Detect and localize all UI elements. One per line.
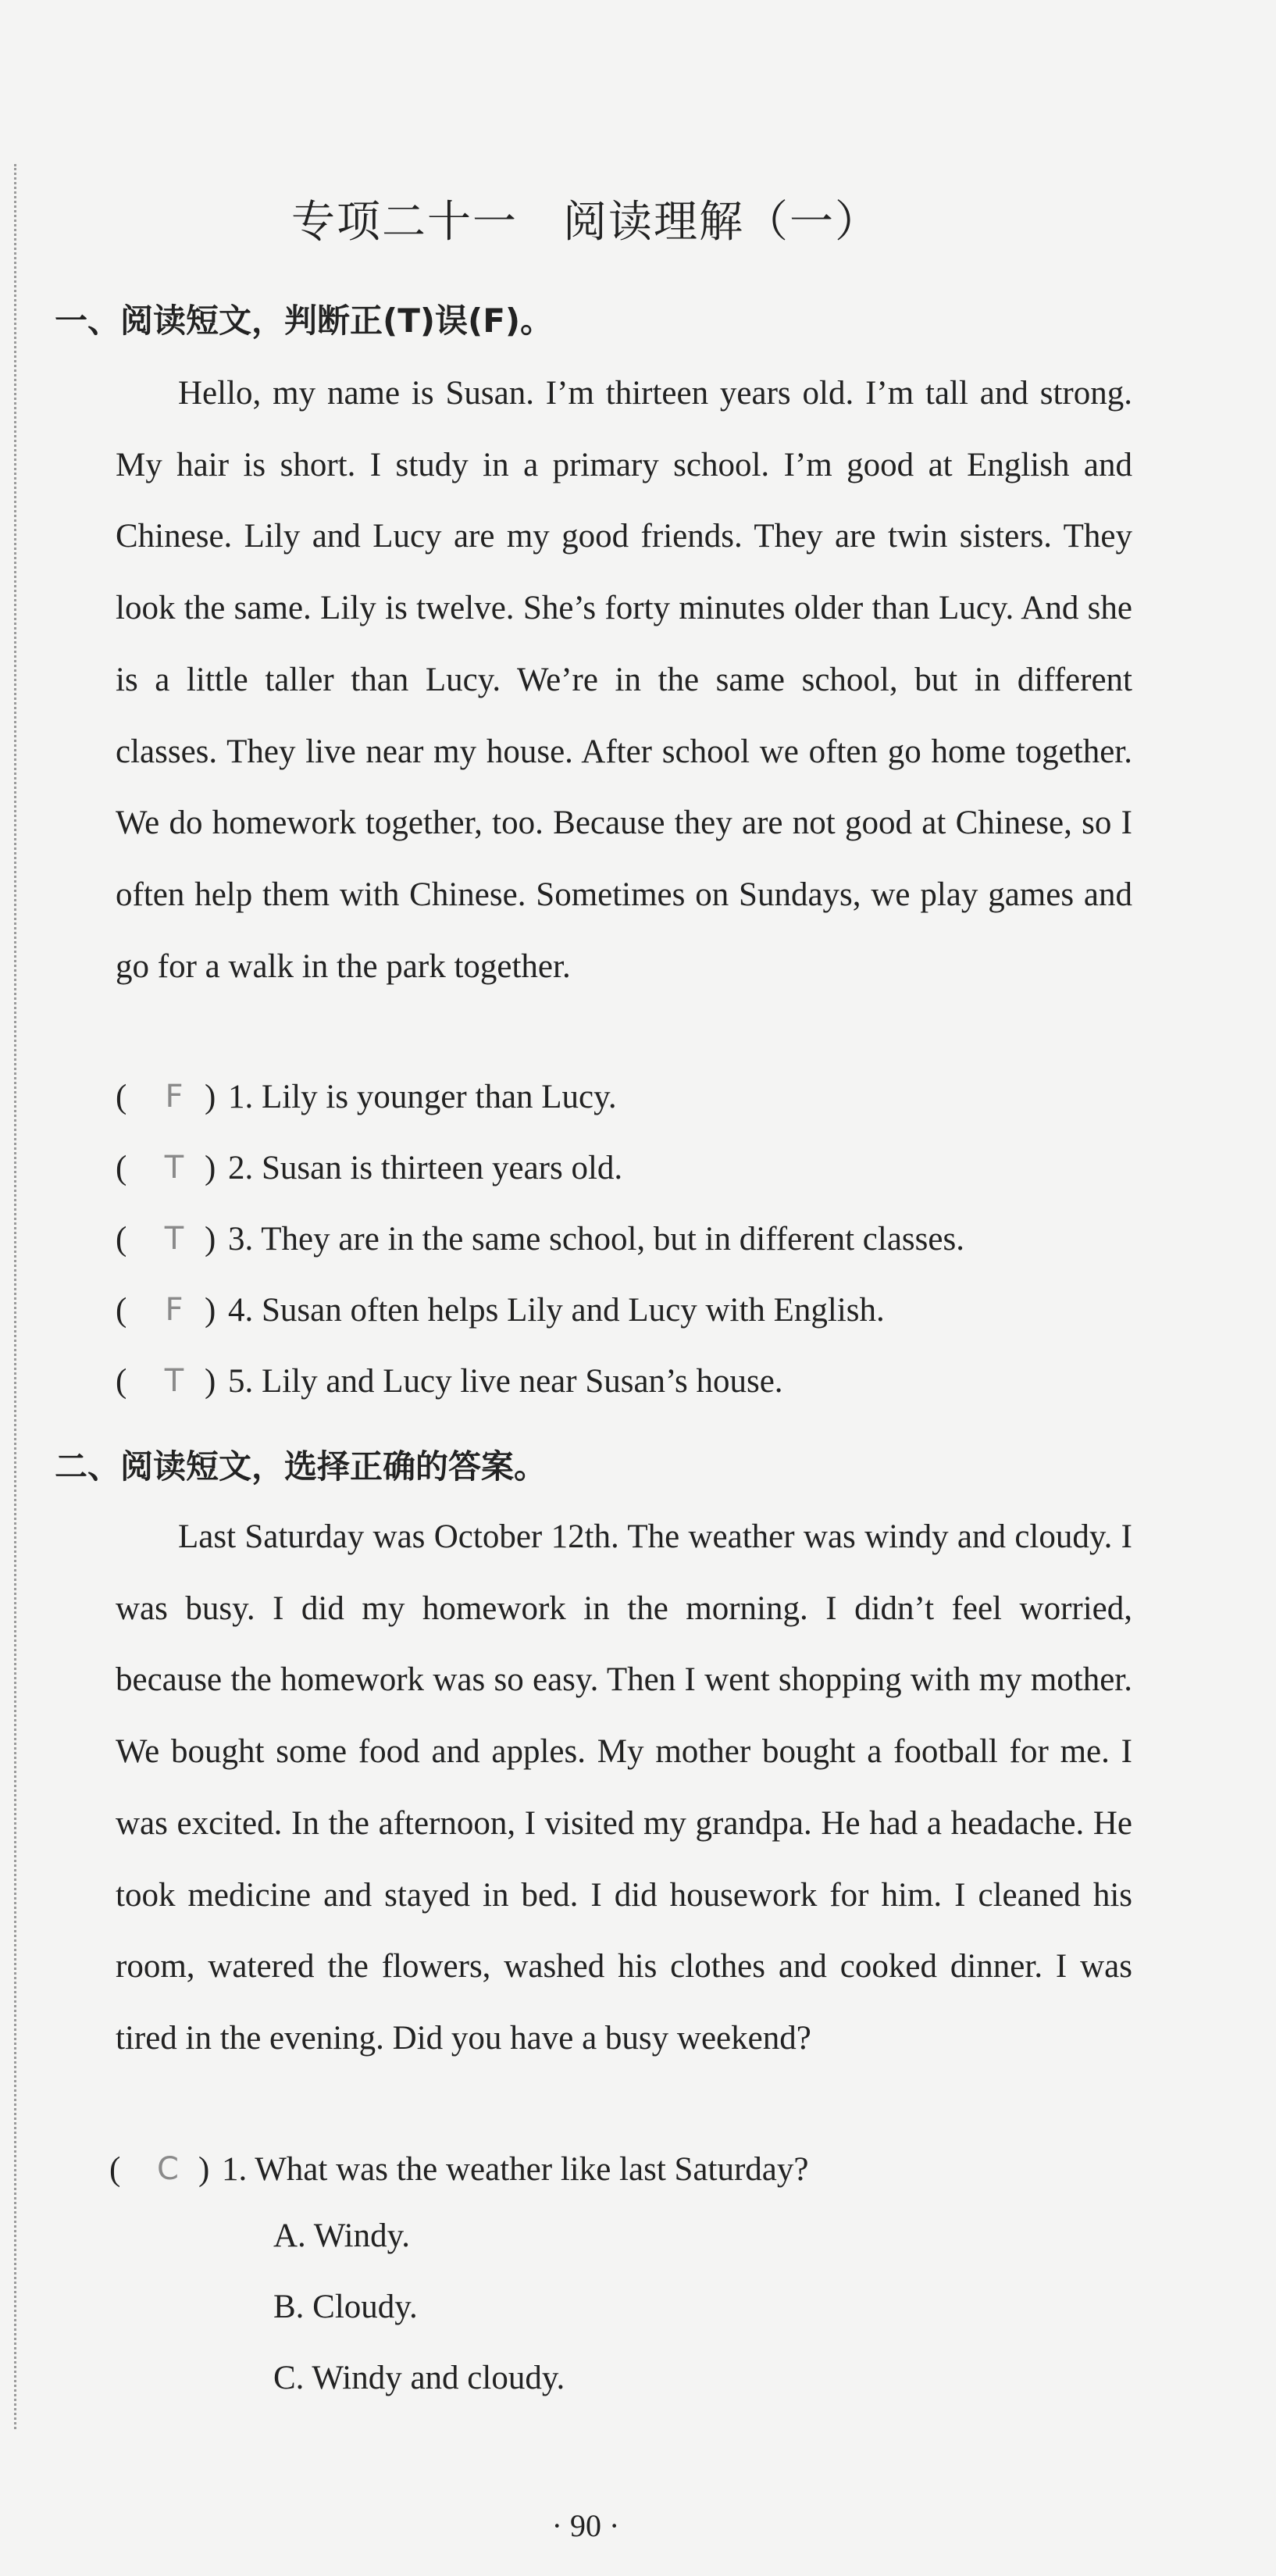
binding-margin-line xyxy=(14,164,16,2429)
section1-heading: 一、阅读短文，判断正(T)误(F)。 xyxy=(55,301,554,340)
section1-question-1: ( F ) 1. Lily is younger than Lucy. xyxy=(116,1078,617,1115)
page-number: · 90 · xyxy=(551,2508,620,2543)
question-text: 1. What was the weather like last Saturday? xyxy=(222,2150,809,2188)
answer-mark: F xyxy=(165,1292,184,1328)
section1-passage xyxy=(116,358,1132,1002)
question-text: 1. Lily is younger than Lucy. xyxy=(228,1078,617,1115)
question-text: 4. Susan often helps Lily and Lucy with English. xyxy=(228,1291,885,1329)
answer-mark: T xyxy=(164,1150,184,1186)
section2-question-1: ( C ) 1. What was the weather like last Saturday? xyxy=(109,2150,809,2188)
option-b: B. Cloudy. xyxy=(273,2289,418,2325)
section1-question-2: ( T ) 2. Susan is thirteen years old. xyxy=(116,1149,623,1186)
answer-mark: T xyxy=(164,1221,184,1257)
option-a: A. Windy. xyxy=(273,2217,411,2254)
question-text: 5. Lily and Lucy live near Susan’s house. xyxy=(228,1362,783,1400)
section1-question-5: ( T ) 5. Lily and Lucy live near Susan’s house. xyxy=(116,1362,783,1400)
page-title: 专项二十一 阅读理解（一） xyxy=(291,197,880,248)
section1-question-4: ( F ) 4. Susan often helps Lily and Lucy with English. xyxy=(116,1291,885,1329)
section1-passage-text: Hello, my name is Susan. I’m thirteen years old. I’m tall and strong. My hair is short. I study in a primary school. I’m good at English and Chinese. Lily and Lucy are my good friends. They are twin sisters. They look the same. Lily is twelve. She’s forty minutes older than Lucy. And she is a little taller than Lucy. We’re in the same school, but in different classes. They live near my house. After school we often go home together. We do homework together, too. Because they are not good at Chinese, so I often help them with Chinese. Sometimes on Sundays, we play games and go for a walk in the park together. xyxy=(116,375,1132,985)
question-text: 3. They are in the same school, but in different classes. xyxy=(228,1220,964,1258)
question-text: 2. Susan is thirteen years old. xyxy=(228,1149,623,1186)
answer-mark: C xyxy=(157,2151,179,2187)
section2-heading: 二、阅读短文，选择正确的答案。 xyxy=(55,1447,547,1486)
section2-passage-text: Last Saturday was October 12th. The weather was windy and cloudy. I was busy. I did my homework in the morning. I didn’t feel worried, because the homework was so easy. Then I went shopping with my mother. We bought some food and apples. My mother bought a football for me. I was excited. In the afternoon, I visited my grandpa. He had a headache. He took medicine and stayed in bed. I did housework for him. I cleaned his room, watered the flowers, washed his clothes and cooked dinner. I was tired in the evening. Did you have a busy weekend? xyxy=(116,1518,1132,2057)
answer-mark: T xyxy=(164,1363,184,1399)
section2-passage xyxy=(116,1501,1132,2075)
option-c: C. Windy and cloudy. xyxy=(273,2360,565,2396)
section1-question-3: ( T ) 3. They are in the same school, but in different classes. xyxy=(116,1220,964,1258)
answer-mark: F xyxy=(165,1079,184,1115)
